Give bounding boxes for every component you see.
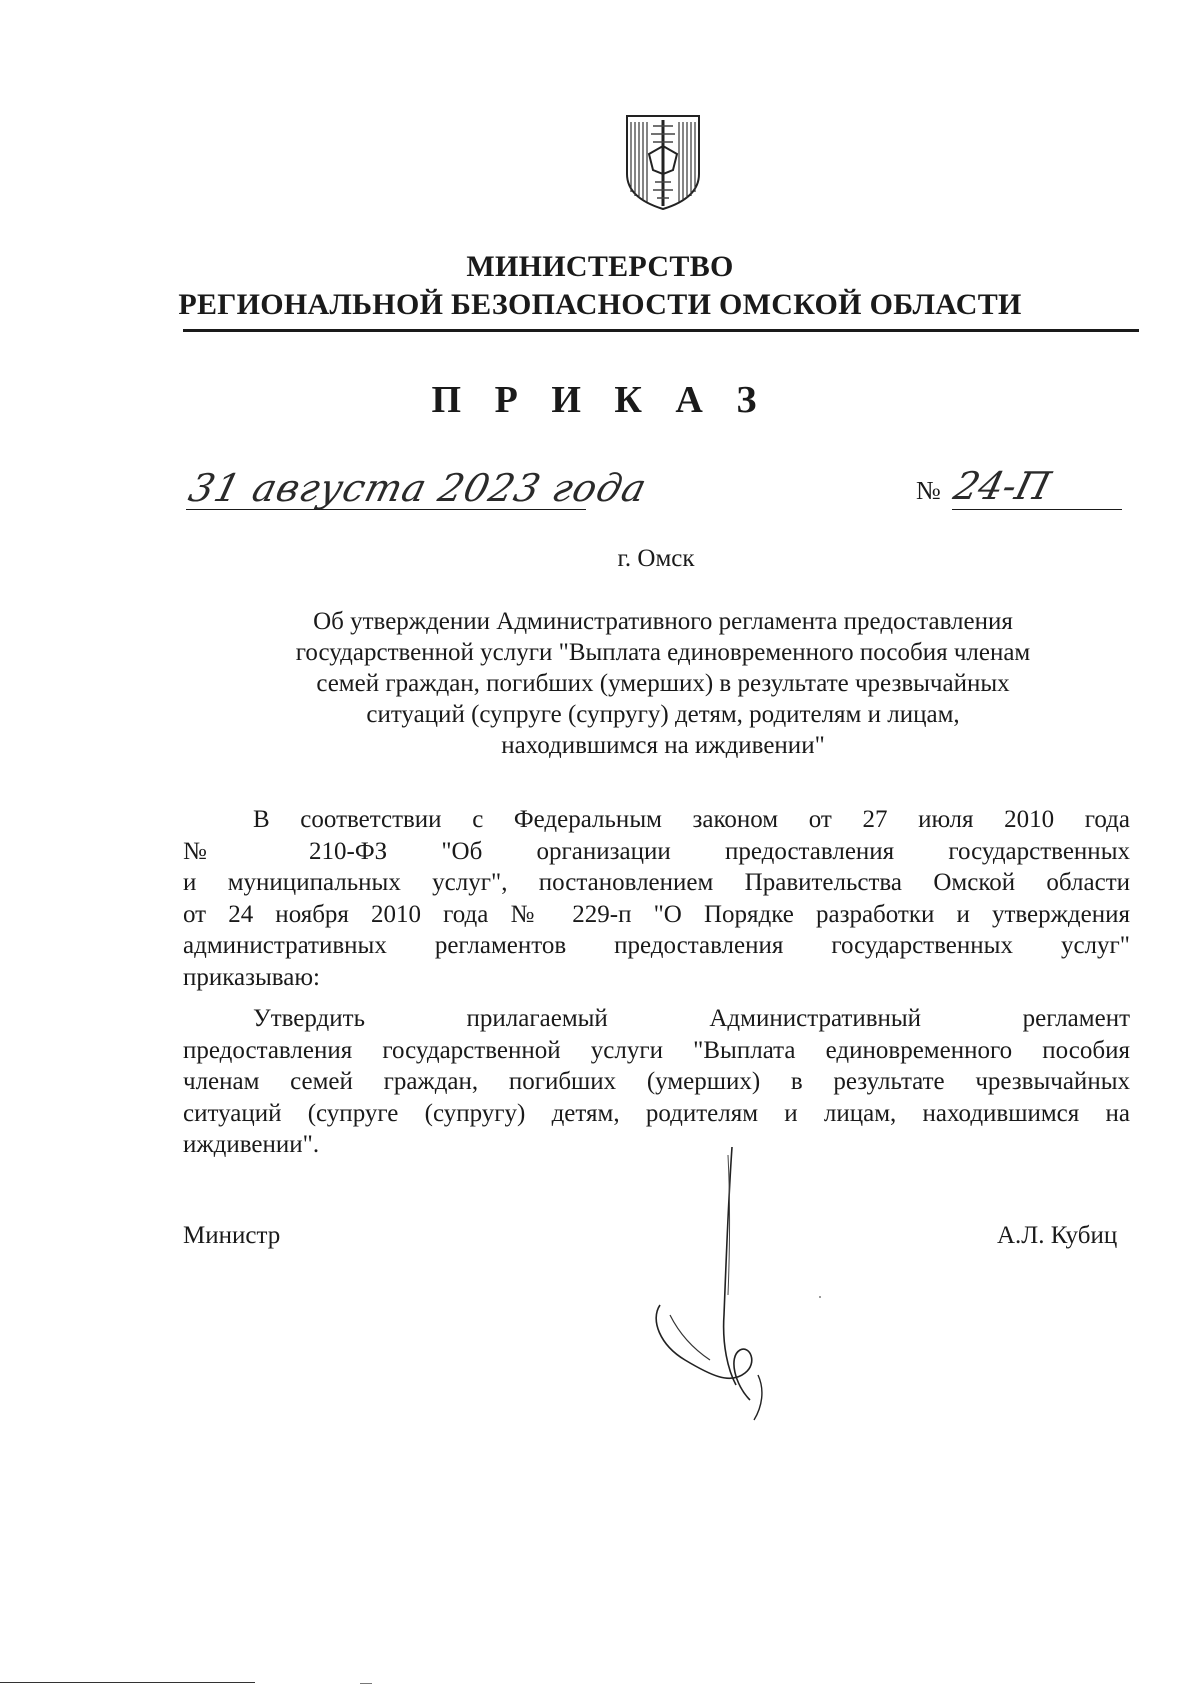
ministry-title-line2: РЕГИОНАЛЬНОЙ БЕЗОПАСНОСТИ ОМСКОЙ ОБЛАСТИ [178,288,1022,321]
signer-name: А.Л. Кубиц [997,1222,1118,1249]
body-line: и муниципальных услуг", постановлением Правительства Омской области [183,869,1130,896]
subject-line: ситуаций (супруге (супругу) детям, родителям и лицам, [366,701,960,728]
number-underline [952,509,1122,510]
order-subject [230,606,1096,761]
body-line: административных регламентов предоставления государственных услуг" [183,932,1130,959]
signer-position: Министр [183,1222,281,1249]
document-type-title: П Р И К А З [431,379,769,421]
handwritten-number: 24-П [949,464,1055,508]
paragraph-basis [183,804,1130,993]
body-line: В соответствии с Федеральным законом от 27 июля 2010 года [253,806,1130,833]
body-line: членам семей граждан, погибших (умерших) в результате чрезвычайных [183,1068,1130,1095]
subject-line: государственной услуги "Выплата единовременного пособия членам [295,639,1031,666]
subject-line: Об утверждении Административного регламента предоставления [313,608,1013,635]
subject-line: находившимся на иждивении" [501,732,825,759]
body-line: ситуаций (супруге (супругу) детям, родителям и лицам, находившимся на [183,1099,1130,1127]
handwritten-signature-icon [640,1145,840,1425]
footer-mark [360,1683,372,1684]
body-line: № 210-ФЗ "Об организации предоставления государственных [183,837,1130,865]
subject-line: семей граждан, погибших (умерших) в результате чрезвычайных [316,670,1010,697]
body-line: предоставления государственной услуги "Выплата единовременного пособия [183,1036,1130,1064]
number-sign: № [916,476,941,505]
coat-of-arms-icon [623,112,703,212]
date-underline [186,509,586,510]
handwritten-date: 31 августа 2023 года [184,466,652,510]
header-divider [183,329,1139,332]
ministry-title-line1: МИНИСТЕРСТВО [466,250,734,283]
body-line: Утвердить прилагаемый Административный регламент [253,1005,1130,1032]
body-line: иждивении". [183,1131,320,1158]
footer-rule [0,1682,255,1683]
body-line: приказываю: [183,963,320,991]
body-line: от 24 ноября 2010 года № 229-п "О Порядке разработки и утверждения [183,900,1130,928]
city-label: г. Омск [617,545,695,572]
paragraph-order [183,1003,1130,1161]
